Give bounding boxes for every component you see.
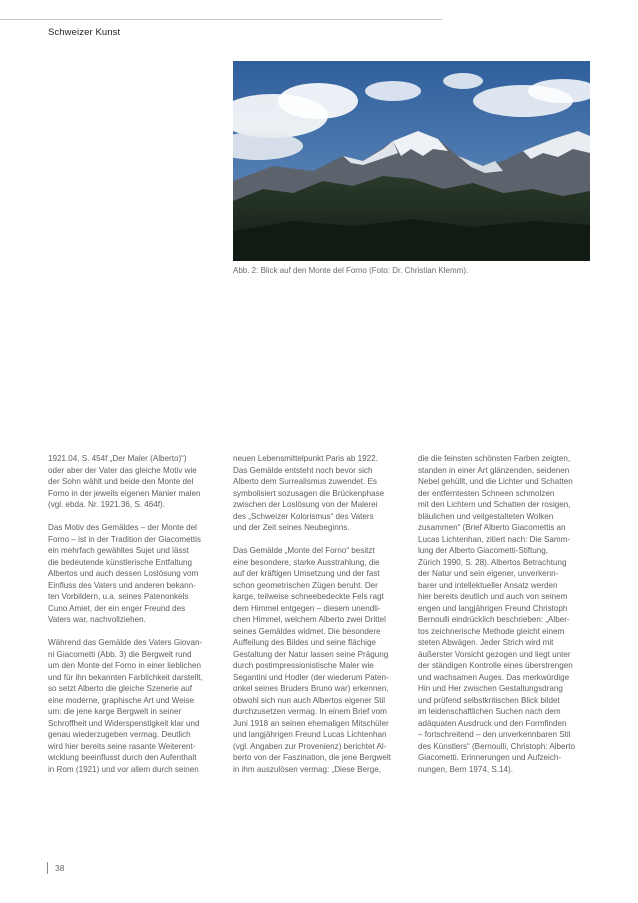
text-line: ten Vorbildern, u.a. seines Patenonkels [48, 592, 189, 601]
text-column-2 [233, 453, 395, 787]
header-rule [0, 19, 442, 20]
text-line: Giacometti. Erinnerungen und Aufzeich- [418, 753, 562, 762]
text-line: eine moderne, graphische Art und Weise [48, 695, 195, 705]
paragraph [233, 545, 395, 775]
text-line: engen und langjährigen Freund Christoph [418, 603, 568, 613]
text-line: Gestaltung der Natur lassen seine Prägung [233, 649, 389, 659]
text-line: Cuno Amiet, der ein enger Freund des [48, 603, 186, 613]
text-line: symbolisiert sozusagen die Brückenphase [233, 488, 385, 498]
text-line: des Künstlers“ (Bernoulli, Christoph: Alberto [418, 741, 576, 751]
text-line: in ihm auszulösen vermag: „Diese Berge, [233, 764, 382, 774]
text-line: barer und intellektueller Ansatz werden [418, 580, 558, 590]
text-line: und langjährigen Freund Lucas Lichtenhan [233, 730, 387, 739]
text-line: steten Abwägen. Jeder Strich wird mit [418, 638, 554, 647]
text-line: äußerster Vorsicht gezogen und liegt unter [418, 649, 571, 659]
text-line: eine besondere, starke Ausstrahlung, die [233, 557, 380, 567]
text-line: neuen Lebensmittelpunkt Paris ab 1922. [233, 454, 378, 463]
text-line: zwischen der Loslösung von der Malerei [233, 500, 378, 509]
text-line: der ständigen Kontrolle eines überstrengen [418, 661, 573, 670]
text-line: (vgl. Angaben zur Provenienz) berichtet Al- [233, 741, 387, 751]
text-line: um den Monte del Forno in einer lieblichen [48, 661, 201, 670]
text-line: so setzt Alberto die gleiche Szenerie auf [48, 684, 192, 693]
text-line: Hin und Her zwischen Gestaltungsdrang [418, 684, 563, 693]
text-line: bläulichen und veilgestalteten Wolken [418, 511, 554, 521]
text-line: und der Zeit seines Neubeginns. [233, 523, 350, 532]
text-line: Zürich 1990, S. 28). Albertos Betrachtung [418, 557, 567, 567]
text-line: Auffeilung des Bildes und seine flächige [233, 638, 376, 647]
text-line: tos zeichnerische Methode gleicht einem [418, 626, 565, 636]
text-line: wird hier bereits seine rasante Weiterent- [48, 741, 196, 751]
text-line: in Rom (1921) und vor allem durch seinen [48, 764, 199, 774]
text-line: standen in einer Art glänzenden, seidenen [418, 465, 570, 475]
text-line: Alberto dem Surrealismus zuwendet. Es [233, 477, 377, 486]
text-line: der Natur und sein eigener, unverkenn- [418, 569, 559, 578]
text-line: der Sohn wählt und beide den Monte del [48, 477, 194, 486]
text-line: die die feinsten schönsten Farben zeigten, [418, 454, 571, 463]
text-line: lung der Alberto Giacometti-Stiftung, [418, 546, 549, 555]
page-number: 38 [55, 863, 65, 873]
text-line: des „Schweizer Kolorismus“ des Vaters [233, 511, 374, 521]
text-line: seines Gemäldes widmet. Die besondere [233, 626, 381, 636]
text-line: ein mehrfach gewähltes Sujet und lässt [48, 546, 189, 555]
text-line: durch postimpressionistische Maler wie [233, 661, 374, 670]
text-line: die bedeutende künstlerische Entfaltung [48, 557, 192, 567]
text-line: um: die jene karge Bergwelt in seiner [48, 707, 182, 716]
text-line: onkel seines Bruders Bruno war) erkennen, [233, 684, 389, 693]
text-line: im leidenschaftlichen Suchen nach dem [418, 707, 561, 716]
text-line: schon geometrischen Zügen beruht. Der [233, 580, 378, 590]
text-line: durchzusetzen vermag. In einem Brief vom [233, 707, 387, 716]
text-line: adäquaten Ausdruck und den Formfinden [418, 718, 567, 728]
text-line: auf der kräftigen Umsetzung und der fast [233, 569, 380, 578]
folio-rule [47, 862, 48, 874]
paragraph [233, 453, 395, 534]
text-column-1 [48, 453, 210, 787]
mountain-landscape-image [233, 61, 590, 261]
text-line: der entferntesten Schneen schmolzen [418, 488, 555, 498]
text-line: Nebel gehüllt, und die Lichter und Schatten [418, 477, 573, 486]
text-line: dem Himmel entgegen – diesem unendli- [233, 603, 381, 613]
text-line: 1921.04, S. 454f „Der Maler (Alberto)“) [48, 454, 187, 463]
text-line: Schroffheit und Widerspenstigkeit klar und [48, 718, 200, 728]
text-line: Bernoulli eindrücklich beschrieben: „Alber- [418, 615, 570, 624]
text-line: Albertos und auch dessen Loslösung vom [48, 569, 199, 578]
text-line: wicklung beeinflusst durch den Aufenthalt [48, 753, 197, 762]
paragraph [418, 453, 580, 775]
text-line: Während das Gemälde des Vaters Giovan- [48, 638, 203, 647]
text-line: genau wiederzugeben vermag. Deutlich [48, 730, 191, 739]
text-line: ni Giacometti (Abb. 3) die Bergwelt rund [48, 649, 192, 659]
text-line: Einfluss des Vaters und anderen bekann- [48, 580, 196, 590]
text-line: oder aber der Vater das gleiche Motiv wie [48, 465, 197, 475]
text-line: zusammen“ (Brief Alberto Giacomettis an [418, 523, 566, 532]
text-line: Das Motiv des Gemäldes – der Monte del [48, 523, 197, 532]
text-line: hier bereits deutlich und auch von seinem [418, 592, 568, 601]
text-line: Segantini und Hodler (der wiederum Paten- [233, 672, 389, 682]
figure-caption: Abb. 2: Blick auf den Monte del Forno (Foto: Dr. Christian Klemm). [233, 266, 469, 275]
text-line: chen Himmel, welchem Alberto zwei Drittel [233, 615, 386, 624]
text-line: Vaters war, nachvollziehen. [48, 615, 146, 624]
text-line: Lucas Lichtenhan, zitiert nach: Die Samm- [418, 534, 571, 544]
text-line: mit den Lichtern und Schatten der rosigen, [418, 500, 571, 509]
text-line: (vgl. ebda. Nr. 1921.36, S. 464f). [48, 500, 165, 509]
text-line: Das Gemälde entsteht noch bevor sich [233, 465, 373, 475]
text-line: Das Gemälde „Monte del Forno“ besitzt [233, 546, 375, 555]
text-line: berto von der Faszination, die jene Bergwelt [233, 753, 391, 762]
text-line: Juni 1918 an seinen ehemaligen Mitschüler [233, 718, 389, 728]
text-line: karge, teilweise schneebedeckte Fels ragt [233, 592, 384, 601]
text-line: – fortschreitend – den unverkennbaren Stil [418, 730, 571, 739]
paragraph [48, 522, 210, 626]
text-line: und für ihn bekannten Farblichkeit darstellt, [48, 672, 203, 682]
text-line: obwohl sich nun auch Albertos eigener Stil [233, 695, 386, 705]
text-line: und prüfend selbstkritischen Blick bildet [418, 695, 560, 705]
text-column-3 [418, 453, 580, 787]
mountain-photo [233, 61, 590, 261]
running-title: Schweizer Kunst [48, 27, 121, 38]
text-line: nungen, Bern 1974, S.14). [418, 764, 513, 774]
paragraph [48, 453, 210, 511]
text-line: Forno in der jeweils eigenen Manier malen [48, 488, 201, 498]
paragraph [48, 637, 210, 775]
text-line: und wachsamen Auges. Das merkwürdige [418, 672, 570, 682]
text-line: Forno – ist in der Tradition der Giacomettis [48, 534, 201, 544]
